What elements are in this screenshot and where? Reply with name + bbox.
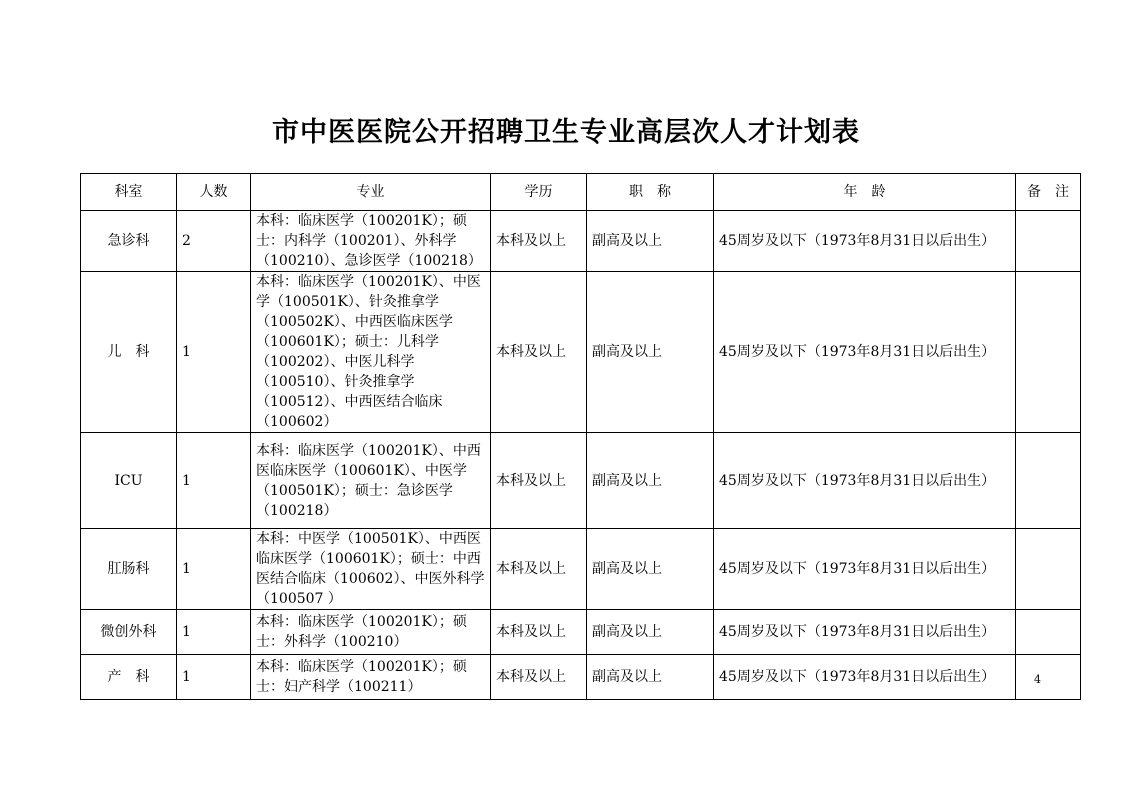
header-major: 专业	[251, 174, 491, 211]
table-header-row	[81, 174, 1081, 211]
cell-rank: 副高及以上	[587, 433, 714, 529]
table-row	[81, 211, 1081, 272]
header-dept: 科室	[81, 174, 177, 211]
cell-count: 2	[177, 211, 251, 272]
cell-count: 1	[177, 610, 251, 655]
cell-age: 45周岁及以下（1973年8月31日以后出生）	[714, 272, 1016, 433]
cell-dept: 产 科	[81, 655, 177, 700]
cell-education: 本科及以上	[491, 655, 587, 700]
cell-rank: 副高及以上	[587, 655, 714, 700]
cell-count: 1	[177, 272, 251, 433]
cell-education: 本科及以上	[491, 433, 587, 529]
cell-rank: 副高及以上	[587, 272, 714, 433]
cell-note	[1016, 272, 1081, 433]
table-row	[81, 272, 1081, 433]
cell-education: 本科及以上	[491, 272, 587, 433]
cell-note	[1016, 655, 1081, 700]
cell-major: 本科：临床医学（100201K）、中医学（100501K）、针灸推拿学（100502K）、中西医临床医学（100601K）；硕士：儿科学（100202）、中医儿科学（100510）、针灸推拿学（100512）、中西医结合临床（100602）	[251, 272, 491, 433]
page-number: 4	[1034, 673, 1041, 686]
table-row	[81, 433, 1081, 529]
table-row	[81, 610, 1081, 655]
cell-age: 45周岁及以下（1973年8月31日以后出生）	[714, 610, 1016, 655]
cell-note	[1016, 211, 1081, 272]
cell-major: 本科：中医学（100501K）、中西医临床医学（100601K）；硕士：中西医结合临床（100602）、中医外科学（100507 ）	[251, 529, 491, 610]
cell-education: 本科及以上	[491, 610, 587, 655]
cell-count: 1	[177, 433, 251, 529]
document-title: 市中医医院公开招聘卫生专业高层次人才计划表	[272, 117, 860, 148]
cell-major: 本科：临床医学（100201K）；硕士：妇产科学（100211）	[251, 655, 491, 700]
header-education: 学历	[491, 174, 587, 211]
cell-age: 45周岁及以下（1973年8月31日以后出生）	[714, 433, 1016, 529]
cell-rank: 副高及以上	[587, 610, 714, 655]
cell-note	[1016, 610, 1081, 655]
header-age: 年 龄	[714, 174, 1016, 211]
header-count: 人数	[177, 174, 251, 211]
cell-note	[1016, 529, 1081, 610]
cell-major: 本科：临床医学（100201K）；硕士：外科学（100210）	[251, 610, 491, 655]
cell-rank: 副高及以上	[587, 211, 714, 272]
header-rank: 职 称	[587, 174, 714, 211]
cell-age: 45周岁及以下（1973年8月31日以后出生）	[714, 529, 1016, 610]
cell-education: 本科及以上	[491, 529, 587, 610]
cell-count: 1	[177, 655, 251, 700]
cell-count: 1	[177, 529, 251, 610]
cell-dept: ICU	[81, 433, 177, 529]
cell-dept: 急诊科	[81, 211, 177, 272]
cell-rank: 副高及以上	[587, 529, 714, 610]
cell-major: 本科：临床医学（100201K）；硕士：内科学（100201）、外科学（100210）、急诊医学（100218）	[251, 211, 491, 272]
cell-age: 45周岁及以下（1973年8月31日以后出生）	[714, 211, 1016, 272]
cell-note	[1016, 433, 1081, 529]
cell-dept: 肛肠科	[81, 529, 177, 610]
cell-major: 本科：临床医学（100201K）、中西医临床医学（100601K）、中医学（100501K）；硕士：急诊医学（100218）	[251, 433, 491, 529]
table-row	[81, 655, 1081, 700]
table-row	[81, 529, 1081, 610]
cell-dept: 儿 科	[81, 272, 177, 433]
cell-age: 45周岁及以下（1973年8月31日以后出生）	[714, 655, 1016, 700]
header-note: 备 注	[1016, 174, 1081, 211]
cell-education: 本科及以上	[491, 211, 587, 272]
cell-dept: 微创外科	[81, 610, 177, 655]
recruitment-plan-table	[80, 173, 1081, 700]
